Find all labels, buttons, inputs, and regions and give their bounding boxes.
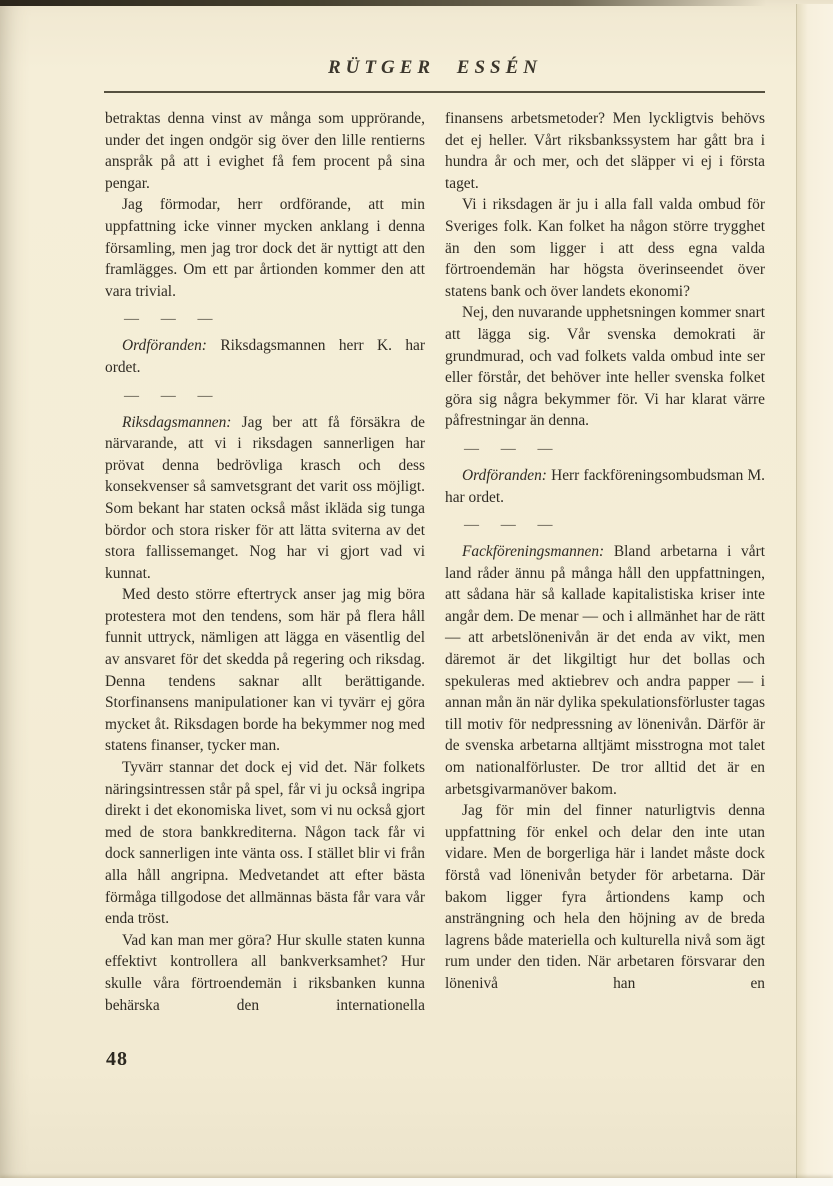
section-separator: — — — — [124, 387, 213, 404]
paragraph: Jag förmodar, herr ordförande, att min uppfattning icke vinner mycken anklang i denna församling, men jag tror dock det är nyttigt att den framlägges. Om ett par årtionden kommer den att vara trivial. — [105, 196, 425, 300]
speech-paragraph — [105, 412, 425, 585]
speaker-name: Ordföranden: — [122, 337, 207, 355]
section-separator: — — — — [464, 517, 553, 534]
paragraph: betraktas denna vinst av många som upprörande, under det ingen ondgör sig över den lille rentierns anspråk på att i evighet få fem procent på sina pengar. — [105, 110, 425, 192]
speech-text: Jag ber att få försäkra de närvarande, att vi i riksdagen sannerligen har prövat denna bedrövliga krasch och dess konsekvenser så samvetsgrant det varit oss möjligt. Som bekant har staten också måst ikläda sig tunga bördor och stora risker för att lätta sviterna av det stora fallissemanget. Nog har vi gjort vad vi kunnat. — [105, 413, 425, 582]
text-columns — [105, 108, 765, 1016]
paragraph: Vad kan man mer göra? Hur skulle staten kunna effektivt kontrollera all bankverksamhet? Hur skulle våra förtroendemän i riksbanken kunna behärska den internationella — [105, 931, 425, 1014]
running-header-author: RÜTGER ESSÉN — [327, 57, 543, 78]
section-separator: — — — — [464, 440, 553, 457]
paragraph: Med desto större eftertryck anser jag mig böra protestera mot den tendens, som här på flera håll funnit uttryck, nämligen att lägga en väsentlig del av ansvaret för det skedda på regering och riksdag. Denna tendens saknar allt berättigande. Storfinansens manipulationer kan vi tyvärr ej göra mycket åt. Riksdagen borde ha bekymmer nog med statens finanser, tycker man. — [105, 586, 425, 755]
page-edge-bottom — [0, 1178, 833, 1186]
speaker-name: Riksdagsmannen: — [122, 413, 232, 431]
speech-paragraph — [445, 541, 765, 800]
speaker-name: Ordföranden: — [462, 466, 547, 484]
speech-paragraph — [445, 465, 765, 508]
speech-paragraph — [105, 335, 425, 378]
speech-text: Riksdagsmannen herr K. har ordet. — [105, 337, 425, 376]
left-column — [105, 108, 425, 1016]
speech-text: Herr fackföreningsombudsman M. har ordet. — [445, 466, 765, 506]
page-number: 48 — [106, 1048, 128, 1070]
paragraph: Vi i riksdagen är ju i alla fall valda ombud för Sveriges folk. Kan folket ha någon större trygghet än den som ligger i att dess egna valda förtroendemän har högsta överinseendet över statens bank och över landets ekonomi? — [445, 196, 765, 300]
header-divider-rule — [104, 91, 765, 93]
right-column — [445, 108, 765, 995]
page-edge-right — [796, 4, 833, 1178]
paragraph: Jag för min del finner naturligtvis denna uppfattning för enkel och delar den inte utan vidare. Men de borgerliga här i landet måste dock förstå vad lönenivån betyder för arbetarna. Där bakom ligger fyra årtiondens kamp och ansträngning och hela den höjning av de breda lagrens både materiella och kulturella nivå som ägt rum under den tiden. När arbetaren försvarar den lönenivå han en — [445, 802, 765, 992]
paragraph: Tyvärr stannar det dock ej vid det. När folkets näringsintressen står på spel, får vi ju också ingripa direkt i det ekonomiska livet, som vi nu också gjort med de stora bankkrediterna. Någon tack får vi dock sannerligen inte vänta oss. I stället blir vi från alla håll angripna. Medvetandet att efter bästa förmåga tillgodose det allmännas bästa får vara vår enda tröst. — [105, 759, 425, 928]
paragraph: finansens arbetsmetoder? Men lyckligtvis behövs det ej heller. Vårt riksbankssystem har gått bra i hundra år och mer, och det släpper vi ej i första taget. — [445, 110, 765, 192]
page-edge-top — [0, 0, 790, 6]
section-separator: — — — — [124, 311, 213, 328]
speaker-name: Fackföreningsmannen: — [462, 543, 605, 561]
speech-text: Bland arbetarna i vårt land råder ännu på många håll den uppfattningen, att sådana här så kallade kapitalistiska kriser inte angår dem. De menar — och i allmänhet har de rätt — att arbetslönenivån är det enda av vikt, men däremot är det likgiltigt hur det bollas och spekuleras med aktiebrev och andra papper — i annan mån än när dylika spekulationsförluster tagas till motiv för nedpressning av lönenivån. Därför är de svenska arbetarna alltjämt misstrogna mot talet om nationalförluster. De tror alltid det är en arbetsgivarmanöver bakom. — [445, 543, 765, 798]
paragraph: Nej, den nuvarande upphetsningen kommer snart att lägga sig. Vår svenska demokrati är grundmurad, och vad folkets valda ombud inte ser eller förstår, det behöver inte heller svenska folket göra sig några bekymmer för. Vi har klarat värre påfrestningar än denna. — [445, 304, 765, 430]
